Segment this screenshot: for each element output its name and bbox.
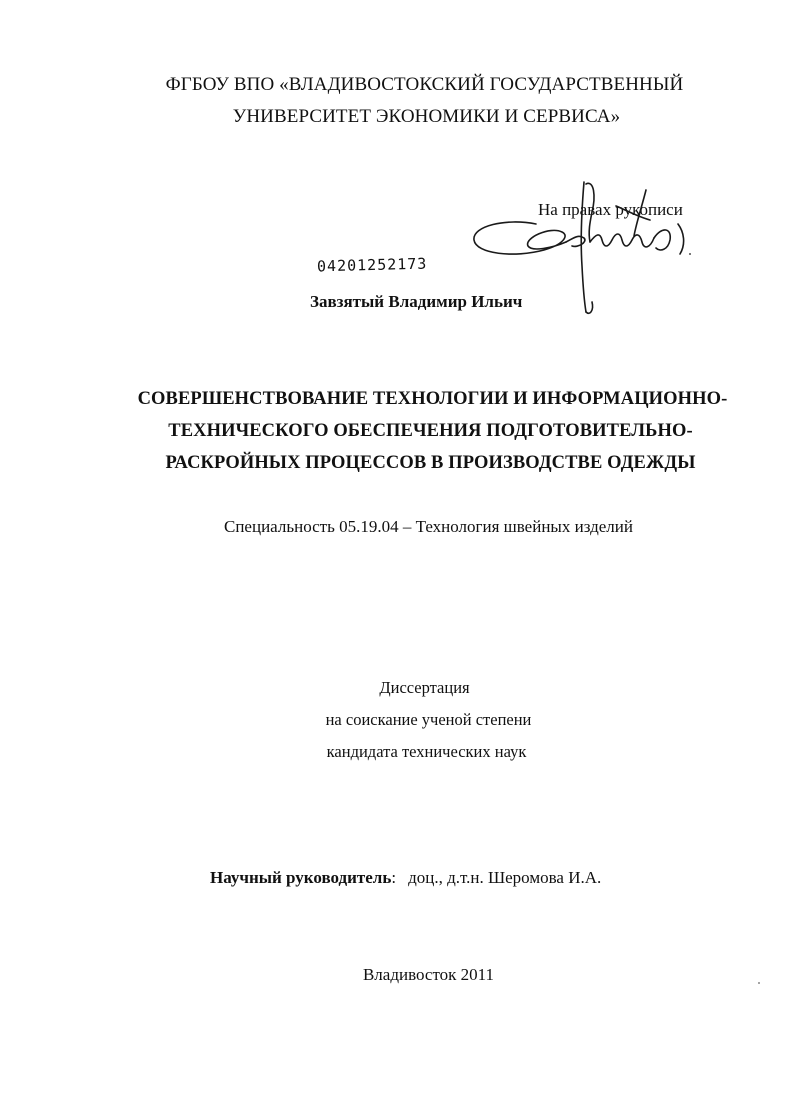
organization-line-2: УНИВЕРСИТЕТ ЭКОНОМИКИ И СЕРВИСА» (232, 106, 621, 127)
catalog-code: 04201252173 (316, 254, 428, 276)
supervisor-colon: : (391, 868, 397, 887)
dissertation-label: Диссертация (379, 678, 470, 697)
specialty-line: Специальность 05.19.04 – Технология швейных изделий (224, 517, 633, 536)
supervisor-line (210, 868, 601, 888)
scan-speck (758, 982, 760, 984)
manuscript-rights-note: На правах рукописи (538, 200, 683, 219)
place-and-year: Владивосток 2011 (362, 965, 495, 984)
supervisor-label: Научный руководитель (210, 868, 392, 887)
author-name: Завзятый Владимир Ильич (310, 292, 523, 311)
supervisor-name: доц., д.т.н. Шеромова И.А. (408, 868, 602, 887)
organization-line-1: ФГБОУ ВПО «ВЛАДИВОСТОКСКИЙ ГОСУДАРСТВЕННЫЙ (165, 74, 684, 95)
degree-line-1: на соискание ученой степени (325, 710, 532, 729)
dissertation-title-line-2: ТЕХНИЧЕСКОГО ОБЕСПЕЧЕНИЯ ПОДГОТОВИТЕЛЬНО- (168, 421, 693, 441)
dissertation-title-line-3: РАСКРОЙНЫХ ПРОЦЕССОВ В ПРОИЗВОДСТВЕ ОДЕЖДЫ (165, 453, 696, 473)
degree-line-2: кандидата технических наук (326, 742, 527, 761)
dissertation-title-line-1: СОВЕРШЕНСТВОВАНИЕ ТЕХНОЛОГИИ И ИНФОРМАЦИОННО- (137, 389, 728, 409)
